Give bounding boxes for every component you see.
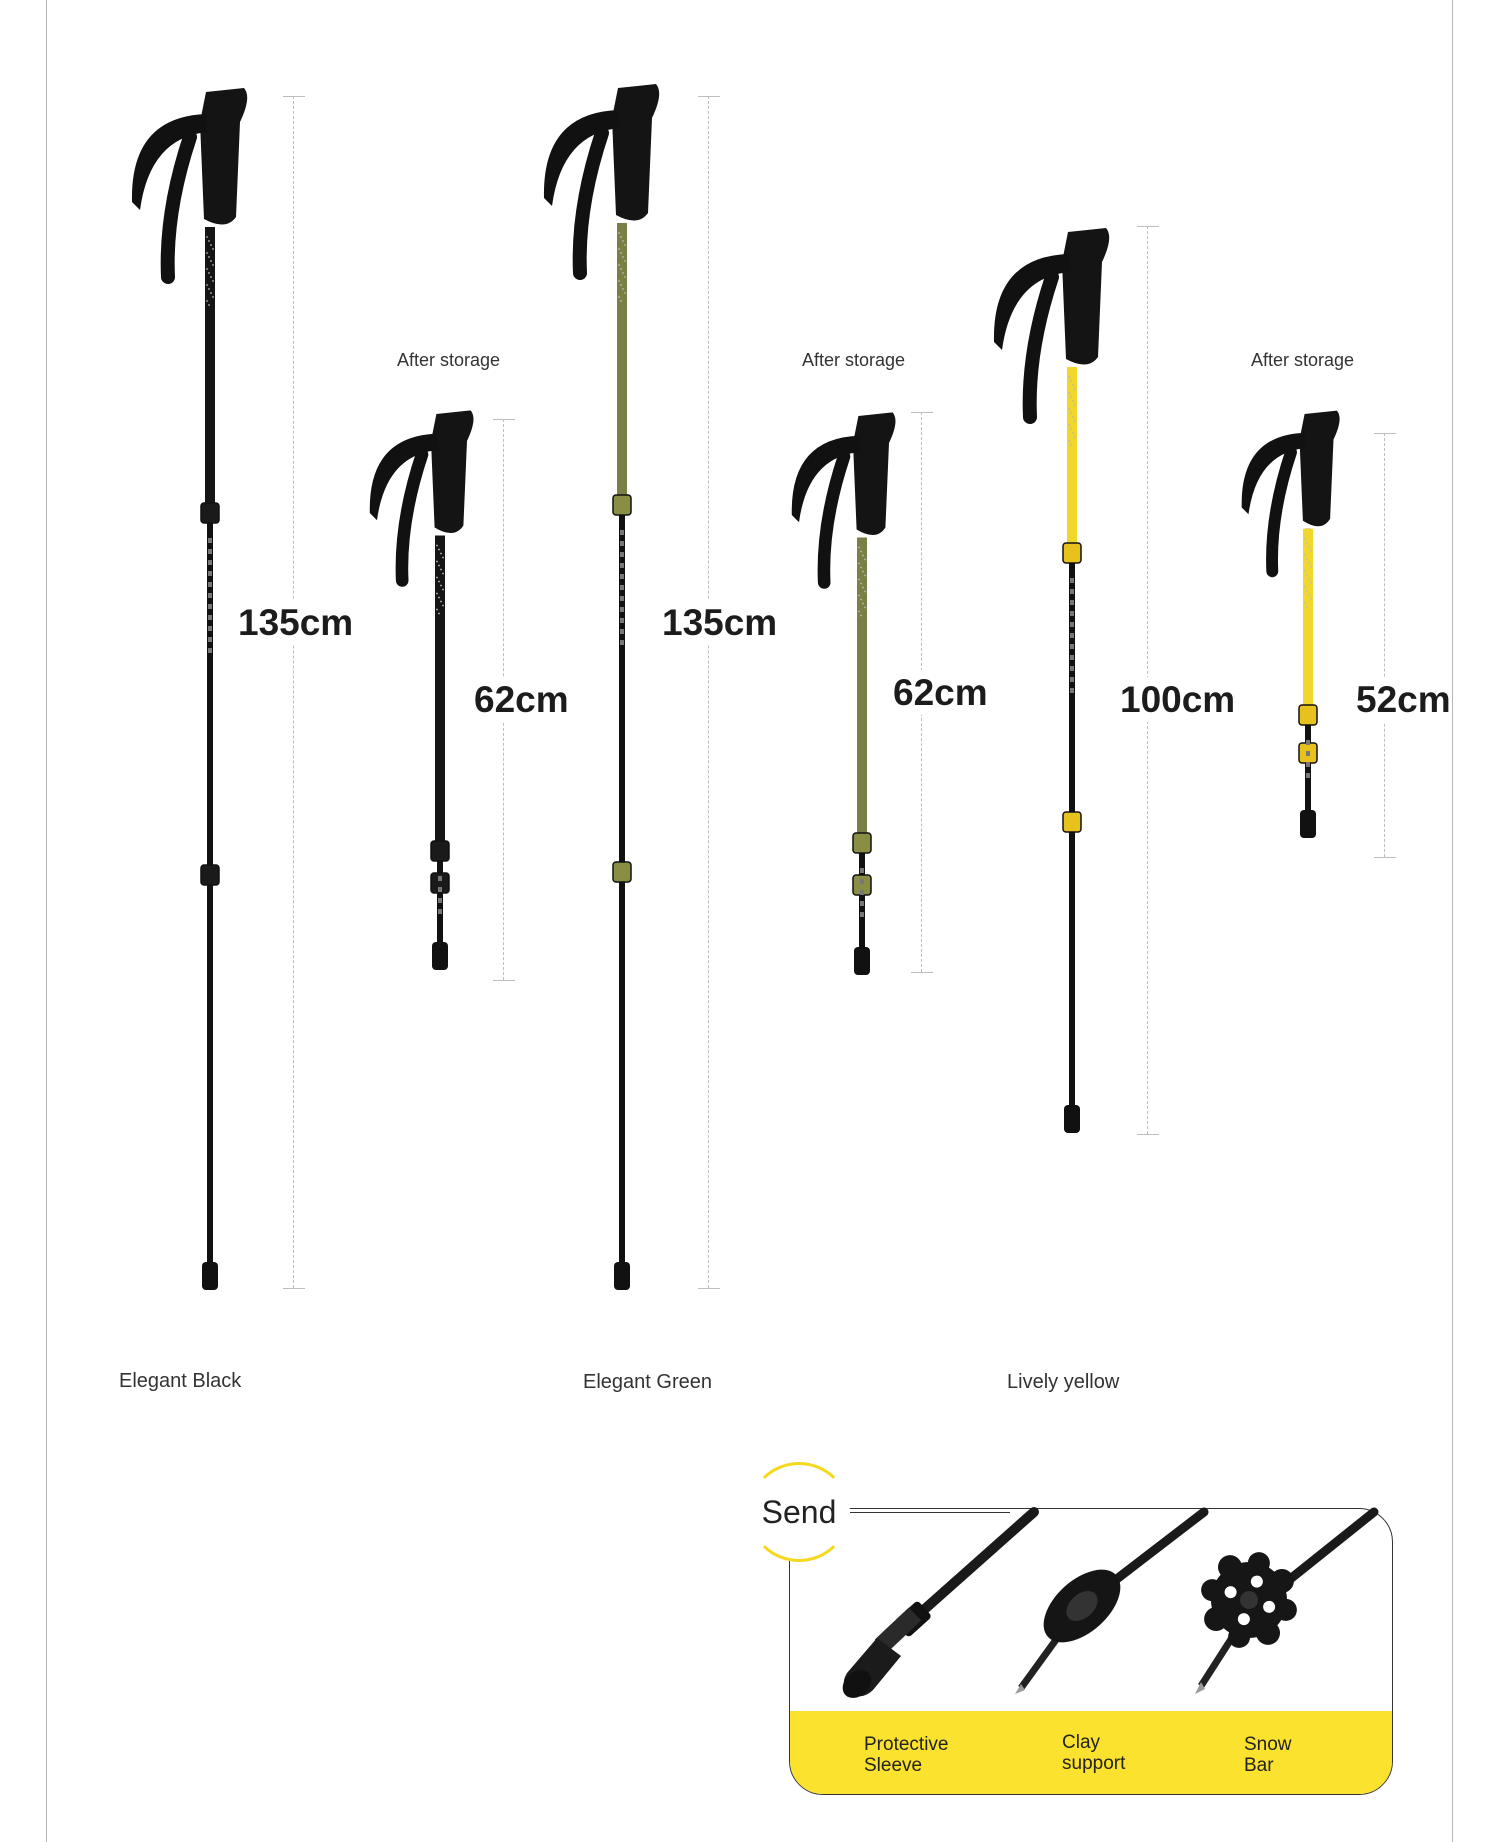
shaft-speckle: [620, 236, 622, 238]
shaft-speckle: [860, 551, 862, 553]
wrist-strap-tail: [168, 137, 190, 277]
flip-lock-clamp: [613, 862, 631, 882]
scale-mark: [620, 596, 624, 601]
snow-basket-icon: [1181, 1512, 1374, 1694]
scale-mark: [1070, 644, 1074, 649]
shaft-speckle: [1308, 578, 1310, 580]
green-stored-length: 62cm: [893, 672, 988, 713]
shaft-speckle: [436, 561, 438, 563]
after-storage-label-black: After storage: [397, 350, 501, 370]
wrist-strap-tail: [1030, 277, 1052, 417]
shaft-speckle: [620, 252, 622, 254]
shaft-speckle: [440, 585, 442, 587]
shaft-speckle: [206, 284, 208, 286]
shaft-speckle: [1310, 566, 1312, 568]
shaft-speckle: [860, 583, 862, 585]
shaft-speckle: [436, 609, 438, 611]
shaft-speckle: [862, 571, 864, 573]
shaft-speckle: [436, 545, 438, 547]
shaft-speckle: [618, 280, 620, 282]
dim-tick: [698, 96, 720, 97]
wrist-strap-tail: [1272, 452, 1291, 571]
shaft-speckle: [206, 268, 208, 270]
shaft-speckle: [862, 555, 864, 557]
shaft-speckle: [436, 593, 438, 595]
shaft-speckle: [206, 300, 208, 302]
shaft-speckle: [860, 599, 862, 601]
pole-green-stored: [792, 412, 896, 975]
shaft-speckle: [208, 272, 210, 274]
scale-mark: [208, 571, 212, 576]
scale-mark: [208, 549, 212, 554]
scale-mark: [860, 901, 864, 906]
shaft-speckle: [438, 549, 440, 551]
dim-tick: [283, 96, 305, 97]
shaft-speckle: [1310, 582, 1312, 584]
scale-mark: [1070, 655, 1074, 660]
shaft-speckle: [624, 292, 626, 294]
shaft-speckle: [438, 613, 440, 615]
shaft-speckle: [864, 591, 866, 593]
shaft-speckle: [1306, 558, 1308, 560]
scale-mark: [1070, 677, 1074, 682]
shaft-speckle: [1308, 594, 1310, 596]
scale-mark: [620, 563, 624, 568]
scale-mark: [1070, 600, 1074, 605]
shaft-speckle: [618, 232, 620, 234]
color-name-green: Elegant Green: [583, 1371, 712, 1393]
wrist-strap-tail: [402, 455, 422, 581]
dim-tick: [1374, 857, 1396, 858]
scale-mark: [1306, 773, 1310, 778]
shaft-speckle: [440, 569, 442, 571]
shaft-speckle: [1072, 432, 1074, 434]
dim-tick: [493, 980, 515, 981]
scale-mark: [1306, 740, 1310, 745]
shaft-speckle: [438, 581, 440, 583]
flip-lock-clamp: [1063, 543, 1081, 563]
shaft-speckle: [864, 607, 866, 609]
shaft-speckle: [864, 575, 866, 577]
shaft-speckle: [620, 300, 622, 302]
shaft-speckle: [858, 611, 860, 613]
dim-line-black-extended: [293, 96, 294, 1288]
flip-lock-clamp: [431, 841, 449, 861]
flip-lock-clamp: [201, 503, 219, 523]
scale-mark: [1070, 666, 1074, 671]
shaft-speckle: [1070, 396, 1072, 398]
upper-shaft: [1067, 367, 1077, 553]
shaft-speckle: [210, 244, 212, 246]
black-stored-length: 62cm: [474, 679, 569, 720]
shaft-speckle: [622, 240, 624, 242]
shaft-speckle: [1304, 554, 1306, 556]
scale-mark: [620, 607, 624, 612]
shaft-speckle: [208, 288, 210, 290]
shaft-speckle: [212, 264, 214, 266]
shaft-speckle: [1070, 428, 1072, 430]
wrist-strap-tail: [824, 457, 844, 583]
yellow-extended-length: 100cm: [1120, 679, 1236, 720]
shaft-speckle: [1072, 384, 1074, 386]
dim-tick: [1137, 226, 1159, 227]
shaft-speckle: [622, 256, 624, 258]
scale-mark: [620, 618, 624, 623]
scale-mark: [1070, 688, 1074, 693]
grip: [200, 88, 247, 225]
shaft-speckle: [1306, 574, 1308, 576]
scale-mark: [438, 876, 442, 881]
rubber-tip-icon: [837, 1512, 1034, 1704]
shaft-speckle: [860, 567, 862, 569]
shaft-speckle: [1308, 546, 1310, 548]
flip-lock-clamp: [1063, 812, 1081, 832]
scale-mark: [208, 538, 212, 543]
scale-mark: [208, 582, 212, 587]
black-extended-length: 135cm: [238, 602, 354, 643]
shaft-speckle: [438, 597, 440, 599]
shaft-speckle: [210, 260, 212, 262]
shaft-speckle: [440, 553, 442, 555]
shaft-speckle: [1070, 412, 1072, 414]
scale-mark: [620, 640, 624, 645]
flip-lock-clamp: [853, 833, 871, 853]
shaft-speckle: [442, 557, 444, 559]
dim-line-yellow-stored: [1384, 433, 1385, 857]
color-name-black: Elegant Black: [119, 1370, 242, 1392]
wrist-strap-tail: [580, 133, 602, 273]
shaft-speckle: [1072, 416, 1074, 418]
upper-shaft: [205, 227, 215, 513]
shaft-speckle: [438, 565, 440, 567]
shaft-speckle: [620, 268, 622, 270]
scale-mark: [1070, 622, 1074, 627]
shaft-speckle: [1304, 538, 1306, 540]
shaft-speckle: [858, 595, 860, 597]
scale-mark: [860, 868, 864, 873]
rubber-tip: [614, 1262, 630, 1290]
dim-tick: [911, 412, 933, 413]
shaft-speckle: [1310, 598, 1312, 600]
scale-mark: [438, 909, 442, 914]
shaft-speckle: [1306, 590, 1308, 592]
send-badge-text: Send: [761, 1493, 837, 1530]
shaft-speckle: [436, 577, 438, 579]
scale-mark: [620, 574, 624, 579]
scale-mark: [208, 560, 212, 565]
shaft-speckle: [860, 615, 862, 617]
shaft-speckle: [442, 573, 444, 575]
shaft-speckle: [858, 563, 860, 565]
grip: [853, 412, 895, 535]
pole-yellow-stored: [1242, 411, 1340, 838]
shaft-speckle: [212, 248, 214, 250]
shaft-speckle: [618, 296, 620, 298]
shaft-speckle: [1068, 392, 1070, 394]
pole-black-stored: [370, 410, 474, 970]
accessories-illustration: [789, 1508, 1391, 1718]
shaft-speckle: [1306, 542, 1308, 544]
dim-tick: [493, 419, 515, 420]
shaft-speckle: [624, 276, 626, 278]
shaft-speckle: [208, 256, 210, 258]
scale-mark: [208, 593, 212, 598]
scale-mark: [620, 530, 624, 535]
scale-mark: [620, 552, 624, 557]
accessory-label-clay-support: Clay support: [1062, 1732, 1126, 1774]
green-extended-length: 135cm: [662, 602, 778, 643]
scale-mark: [620, 629, 624, 634]
shaft-speckle: [210, 276, 212, 278]
shaft-speckle: [622, 288, 624, 290]
shaft-speckle: [1068, 376, 1070, 378]
send-badge: [748, 1462, 850, 1562]
shaft-speckle: [862, 603, 864, 605]
after-storage-label-green: After storage: [802, 350, 906, 370]
scale-mark: [860, 912, 864, 917]
shaft-speckle: [1068, 440, 1070, 442]
pole-yellow-extended: [994, 228, 1109, 1133]
grip: [1300, 411, 1340, 527]
scale-mark: [1070, 589, 1074, 594]
shaft-speckle: [208, 240, 210, 242]
shaft-speckle: [862, 587, 864, 589]
dim-line-green-extended: [708, 96, 709, 1288]
shaft-speckle: [212, 296, 214, 298]
shaft-speckle: [864, 559, 866, 561]
shaft-speckle: [1068, 424, 1070, 426]
flip-lock-clamp: [1299, 705, 1317, 725]
scale-mark: [208, 615, 212, 620]
scale-mark: [208, 637, 212, 642]
shaft-speckle: [442, 589, 444, 591]
scale-mark: [1306, 751, 1310, 756]
yellow-stored-length: 52cm: [1356, 679, 1451, 720]
shaft-speckle: [1068, 408, 1070, 410]
upper-shaft: [857, 538, 867, 844]
shaft-speckle: [1304, 602, 1306, 604]
shaft-speckle: [1304, 570, 1306, 572]
shaft-speckle: [440, 601, 442, 603]
scale-mark: [620, 541, 624, 546]
shaft-speckle: [1308, 562, 1310, 564]
rubber-tip: [854, 947, 870, 975]
dim-tick: [283, 1288, 305, 1289]
scale-mark: [860, 890, 864, 895]
grip: [431, 410, 473, 533]
shaft-speckle: [210, 292, 212, 294]
scale-mark: [1070, 633, 1074, 638]
shaft-speckle: [858, 547, 860, 549]
shaft-speckle: [1306, 606, 1308, 608]
rubber-tip: [1300, 810, 1316, 838]
scale-mark: [208, 604, 212, 609]
grip: [612, 84, 659, 221]
shaft-speckle: [1070, 444, 1072, 446]
flip-lock-clamp: [613, 495, 631, 515]
shaft-speckle: [624, 260, 626, 262]
shaft-speckle: [1074, 420, 1076, 422]
shaft-speckle: [208, 304, 210, 306]
shaft-speckle: [1074, 404, 1076, 406]
shaft-speckle: [622, 272, 624, 274]
color-name-yellow: Lively yellow: [1007, 1371, 1120, 1393]
accessory-label-snow-bar: Snow Bar: [1244, 1734, 1292, 1776]
shaft-speckle: [618, 248, 620, 250]
dim-tick: [911, 972, 933, 973]
scale-mark: [438, 887, 442, 892]
accessory-label-protective-sleeve: Protective Sleeve: [864, 1734, 949, 1776]
shaft-speckle: [1074, 436, 1076, 438]
flip-lock-clamp: [201, 865, 219, 885]
dim-tick: [1137, 1134, 1159, 1135]
scale-mark: [438, 898, 442, 903]
shaft-speckle: [206, 252, 208, 254]
grip: [1062, 228, 1109, 365]
scale-mark: [208, 626, 212, 631]
dim-tick: [698, 1288, 720, 1289]
shaft-speckle: [212, 280, 214, 282]
mud-basket-icon: [1015, 1512, 1204, 1694]
shaft-speckle: [620, 284, 622, 286]
shaft-speckle: [1070, 380, 1072, 382]
shaft-speckle: [206, 236, 208, 238]
scale-mark: [208, 648, 212, 653]
shaft-speckle: [618, 264, 620, 266]
shaft-speckle: [858, 579, 860, 581]
scale-mark: [860, 879, 864, 884]
rubber-tip: [432, 942, 448, 970]
badge-connector-line: [850, 1512, 1010, 1513]
pole-black-extended: [132, 88, 247, 1290]
dim-tick: [1374, 433, 1396, 434]
shaft-speckle: [1074, 388, 1076, 390]
scale-mark: [1070, 578, 1074, 583]
upper-shaft: [1303, 529, 1313, 715]
shaft-speckle: [624, 244, 626, 246]
scale-mark: [1070, 611, 1074, 616]
rubber-tip: [202, 1262, 218, 1290]
shaft-speckle: [1310, 550, 1312, 552]
shaft-speckle: [442, 605, 444, 607]
shaft-speckle: [1072, 400, 1074, 402]
upper-shaft: [435, 536, 445, 852]
rubber-tip: [1064, 1105, 1080, 1133]
after-storage-label-yellow: After storage: [1251, 350, 1355, 370]
shaft-speckle: [1304, 586, 1306, 588]
scale-mark: [1306, 762, 1310, 767]
scale-mark: [620, 585, 624, 590]
